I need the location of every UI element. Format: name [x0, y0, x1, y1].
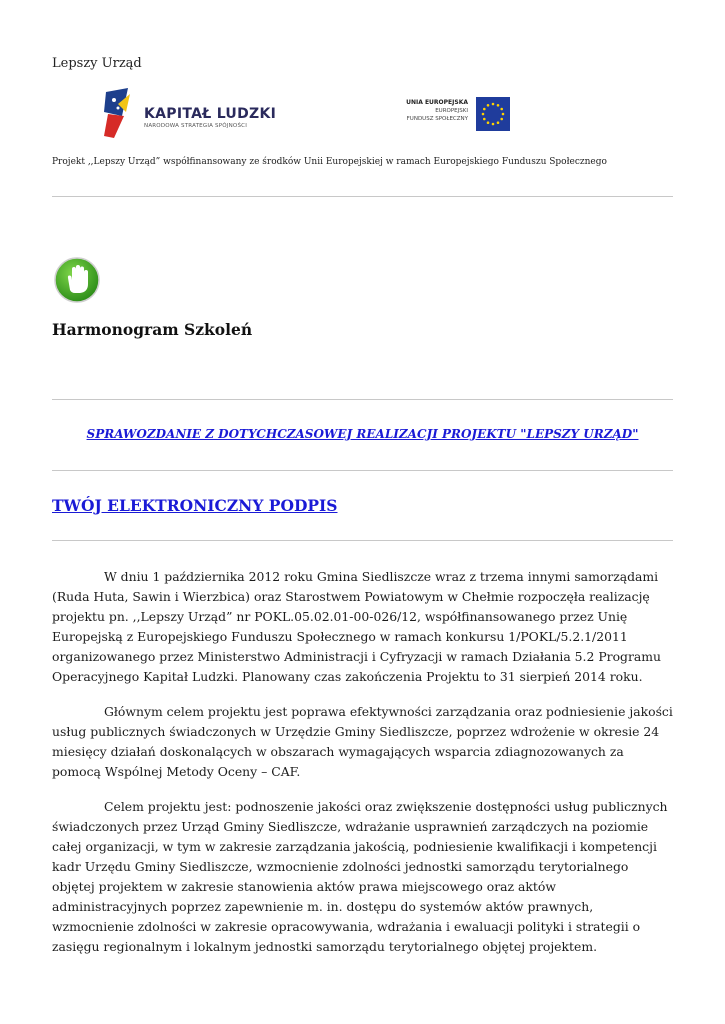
project-report-link[interactable]: SPRAWOZDANIE Z DOTYCHCZASOWEJ REALIZACJI PROJEKTU "LEPSZY URZĄD"	[86, 427, 639, 441]
kapital-ludzki-logo	[100, 86, 360, 142]
unia-europejska-logo	[390, 96, 520, 132]
hand-stop-icon[interactable]	[53, 256, 101, 304]
divider	[52, 540, 673, 541]
divider	[52, 399, 673, 400]
eu-flag-icon	[476, 97, 510, 131]
logos-banner	[100, 86, 520, 142]
section-title: Harmonogram Szkoleń	[52, 320, 253, 339]
paragraph: W dniu 1 października 2012 roku Gmina Siedliszcze wraz z trzema innymi samorządami (Ruda Huta, Sawin i Wierzbica) oraz Starostwem Powiatowym w Chełmie rozpoczęła realizację projektu pn. ,,Lepszy Urząd” nr POKL.05.02.01-00-026/12, współfinansowanego przez Unię Europejską z Europejskiego Funduszu Społecznego w ramach konkursu 1/POKL/5.2.1/2011 organizowanego przez Ministerstwo Administracji i Cyfryzacji w ramach Działania 5.2 Programu Operacyjnego Kapitał Ludzki. Planowany czas zakończenia Projektu to 31 sierpień 2014 roku.	[52, 569, 662, 684]
divider	[52, 196, 673, 197]
unia-europejska-text	[406, 99, 468, 123]
kapital-ludzki-title: KAPITAŁ LUDZKI	[144, 106, 277, 122]
project-cofinancing-note: Projekt ,,Lepszy Urząd” współfinansowany ze środków Unii Europejskiej w ramach Europejskiego Funduszu Społecznego	[52, 157, 607, 167]
divider	[52, 470, 673, 471]
electronic-signature-link[interactable]: TWÓJ ELEKTRONICZNY PODPIS	[52, 496, 338, 515]
ue-line-2: EUROPEJSKI	[435, 108, 468, 114]
site-title: Lepszy Urząd	[52, 56, 142, 71]
paragraph: Głównym celem projektu jest poprawa efektywności zarządzania oraz podniesienie jakości usług publicznych świadczonych w Urzędzie Gminy Siedliszcze, poprzez wdrożenie w okresie 24 miesięcy działań doskonalących w obszarach wymagających wsparcia zdiagnozowanych za pomocą Wspólnej Metody Oceny – CAF.	[52, 704, 673, 779]
kapital-ludzki-subtitle: NARODOWA STRATEGIA SPÓJNOŚCI	[144, 123, 248, 129]
ue-line-1: UNIA EUROPEJSKA	[406, 99, 468, 106]
kapital-ludzki-emblem-icon	[100, 86, 140, 142]
ue-line-3: FUNDUSZ SPOŁECZNY	[406, 116, 468, 122]
paragraph: Celem projektu jest: podnoszenie jakości oraz zwiększenie dostępności usług publicznych świadczonych przez Urząd Gminy Siedliszcze, wdrażanie usprawnień zarządczych na poziomie całej organizacji, w tym w zakresie zarządzania jakością, podniesienie kwalifikacji i kompetencji kadr Urzędu Gminy Siedliszcze, wzmocnienie zdolności jednostki samorządu terytorialnego objętej projektem w zakresie stanowienia aktów prawa miejscowego oraz aktów administracyjnych poprzez zapewnienie m. in. dostępu do systemów aktów prawnych, wzmocnienie zdolności w zakresie opracowywania, wdrażania i ewaluacji polityki i strategii o zasięgu regionalnym i lokalnym jednostki samorządu terytorialnego objętej projektem.	[52, 799, 668, 954]
